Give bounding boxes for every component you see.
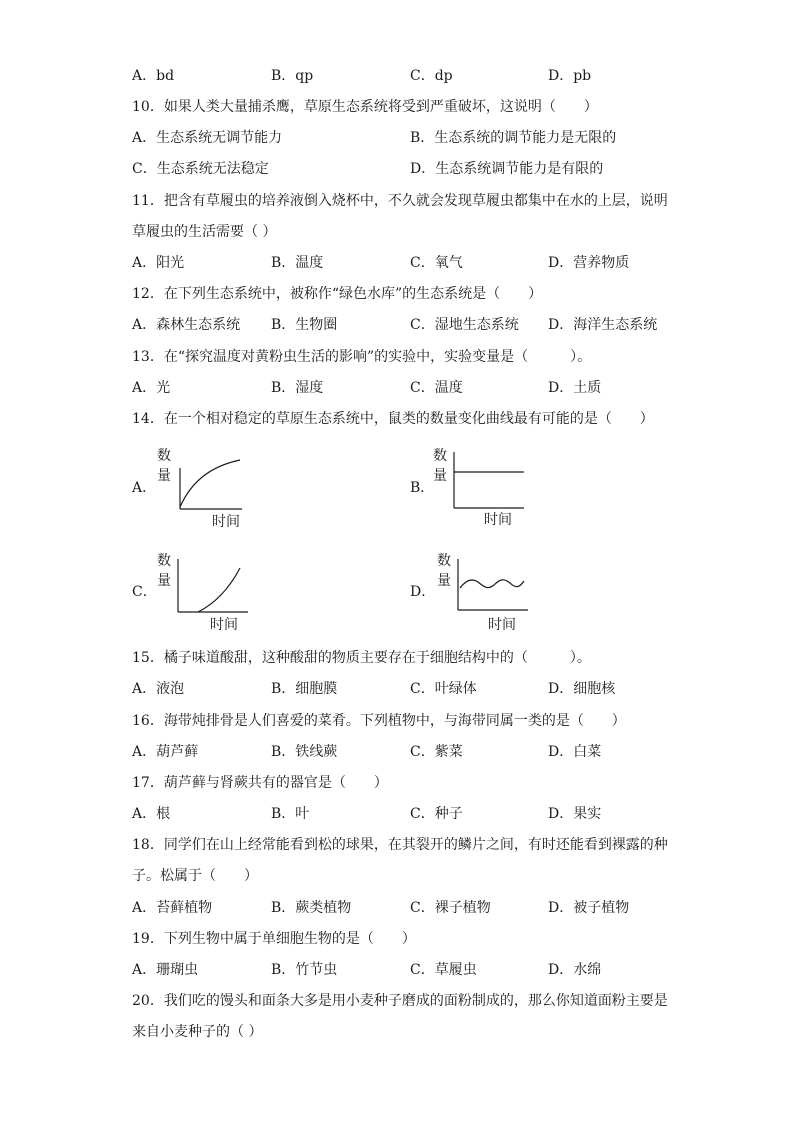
q12-option-c[interactable]: C．湿地生态系统 — [410, 317, 519, 333]
q16-option-c[interactable]: C．紫菜 — [410, 744, 463, 760]
y-label-char-1: 数 — [437, 553, 451, 569]
q10-option-d[interactable]: D．生态系统调节能力是有限的 — [410, 161, 604, 177]
option-c[interactable]: C．dp — [410, 68, 453, 84]
x-label: 时间 — [484, 512, 512, 528]
q17-option-b[interactable]: B．叶 — [271, 806, 310, 822]
q14-option-c-letter[interactable]: C． — [132, 584, 157, 600]
q15-option-d[interactable]: D．细胞核 — [548, 681, 616, 697]
x-label: 时间 — [488, 617, 516, 633]
x-label: 时间 — [212, 514, 240, 530]
q18-stem-line2: 子。松属于（ ） — [132, 868, 258, 884]
y-label-char-1: 数 — [157, 553, 171, 569]
q14-option-a-letter[interactable]: A． — [132, 480, 157, 496]
q19-option-a[interactable]: A．珊瑚虫 — [132, 962, 199, 978]
q15-stem: 15．橘子味道酸甜，这种酸甜的物质主要存在于细胞结构中的（ ）。 — [132, 650, 591, 666]
option-d[interactable]: D．pb — [548, 68, 592, 84]
q11-stem-line2: 草履虫的生活需要（ ） — [132, 224, 277, 240]
q11-option-c[interactable]: C．氧气 — [410, 255, 463, 271]
curve-increasing — [198, 568, 240, 612]
y-label-char-2: 量 — [437, 573, 451, 589]
y-label-char-1: 数 — [157, 448, 171, 464]
q13-option-d[interactable]: D．土质 — [548, 380, 602, 396]
q19-option-c[interactable]: C．草履虫 — [410, 962, 477, 978]
q17-option-a[interactable]: A．根 — [132, 806, 171, 822]
q18-option-b[interactable]: B．蕨类植物 — [271, 900, 352, 916]
q12-option-a[interactable]: A．森林生态系统 — [132, 317, 241, 333]
q16-stem: 16．海带炖排骨是人们喜爱的菜肴。下列植物中，与海带同属一类的是（ ） — [132, 713, 626, 729]
q11-stem-line1: 11．把含有草履虫的培养液倒入烧杯中，不久就会发现草履虫都集中在水的上层，说明 — [132, 193, 668, 209]
y-label-char-2: 量 — [157, 468, 171, 484]
q17-option-c[interactable]: C．种子 — [410, 806, 463, 822]
q14-graph-b[interactable] — [428, 440, 538, 532]
q10-option-b[interactable]: B．生态系统的调节能力是无限的 — [410, 130, 617, 146]
q14-graph-c[interactable] — [152, 545, 262, 637]
q18-option-c[interactable]: C．裸子植物 — [410, 900, 491, 916]
q14-option-d-letter[interactable]: D． — [410, 584, 436, 600]
q19-stem: 19．下列生物中属于单细胞生物的是（ ） — [132, 931, 416, 947]
q11-option-d[interactable]: D．营养物质 — [548, 255, 630, 271]
q12-option-d[interactable]: D．海洋生态系统 — [548, 317, 658, 333]
q10-option-c[interactable]: C．生态系统无法稳定 — [132, 161, 269, 177]
q18-stem-line1: 18．同学们在山上经常能看到松的球果，在其裂开的鳞片之间，有时还能看到裸露的种 — [132, 837, 668, 853]
q20-stem-line2: 来自小麦种子的（ ） — [132, 1024, 263, 1040]
q15-option-a[interactable]: A．液泡 — [132, 681, 185, 697]
q14-stem: 14．在一个相对稳定的草原生态系统中，鼠类的数量变化曲线最有可能的是（ ） — [132, 411, 654, 427]
curve-wavy — [460, 580, 524, 588]
q13-stem: 13．在“探究温度对黄粉虫生活的影响”的实验中，实验变量是（ ）。 — [132, 349, 592, 365]
q15-option-c[interactable]: C．叶绿体 — [410, 681, 477, 697]
q10-option-a[interactable]: A．生态系统无调节能力 — [132, 130, 283, 146]
q16-option-a[interactable]: A．葫芦藓 — [132, 744, 199, 760]
q13-option-c[interactable]: C．温度 — [410, 380, 463, 396]
option-b[interactable]: B．qp — [271, 68, 314, 84]
y-label-char-2: 量 — [157, 573, 171, 589]
q17-option-d[interactable]: D．果实 — [548, 806, 602, 822]
q16-option-d[interactable]: D．白菜 — [548, 744, 602, 760]
q17-stem: 17．葫芦藓与肾蕨共有的器官是（ ） — [132, 775, 388, 791]
q19-option-d[interactable]: D．水绵 — [548, 962, 602, 978]
q14-graph-a[interactable] — [152, 440, 262, 532]
q20-stem-line1: 20．我们吃的馒头和面条大多是用小麦种子磨成的面粉制成的，那么你知道面粉主要是 — [132, 993, 668, 1009]
y-label-char-2: 量 — [433, 468, 447, 484]
q18-option-d[interactable]: D．被子植物 — [548, 900, 630, 916]
q13-option-a[interactable]: A．光 — [132, 380, 171, 396]
curve-saturating — [180, 460, 240, 507]
q11-option-a[interactable]: A．阳光 — [132, 255, 185, 271]
q18-option-a[interactable]: A．苔藓植物 — [132, 900, 213, 916]
q12-option-b[interactable]: B．生物圈 — [271, 317, 338, 333]
x-label: 时间 — [210, 617, 238, 633]
option-a[interactable]: A．bd — [132, 68, 175, 84]
q16-option-b[interactable]: B．铁线蕨 — [271, 744, 338, 760]
q10-stem: 10．如果人类大量捕杀鹰，草原生态系统将受到严重破坏，这说明（ ） — [132, 99, 598, 115]
q14-option-b-letter[interactable]: B． — [410, 480, 435, 496]
q15-option-b[interactable]: B．细胞膜 — [271, 681, 338, 697]
q12-stem: 12．在下列生态系统中，被称作“绿色水库”的生态系统是（ ） — [132, 286, 543, 302]
q19-option-b[interactable]: B．竹节虫 — [271, 962, 338, 978]
q13-option-b[interactable]: B．湿度 — [271, 380, 324, 396]
q14-graph-d[interactable] — [432, 545, 542, 637]
q11-option-b[interactable]: B．温度 — [271, 255, 324, 271]
y-label-char-1: 数 — [433, 448, 447, 464]
